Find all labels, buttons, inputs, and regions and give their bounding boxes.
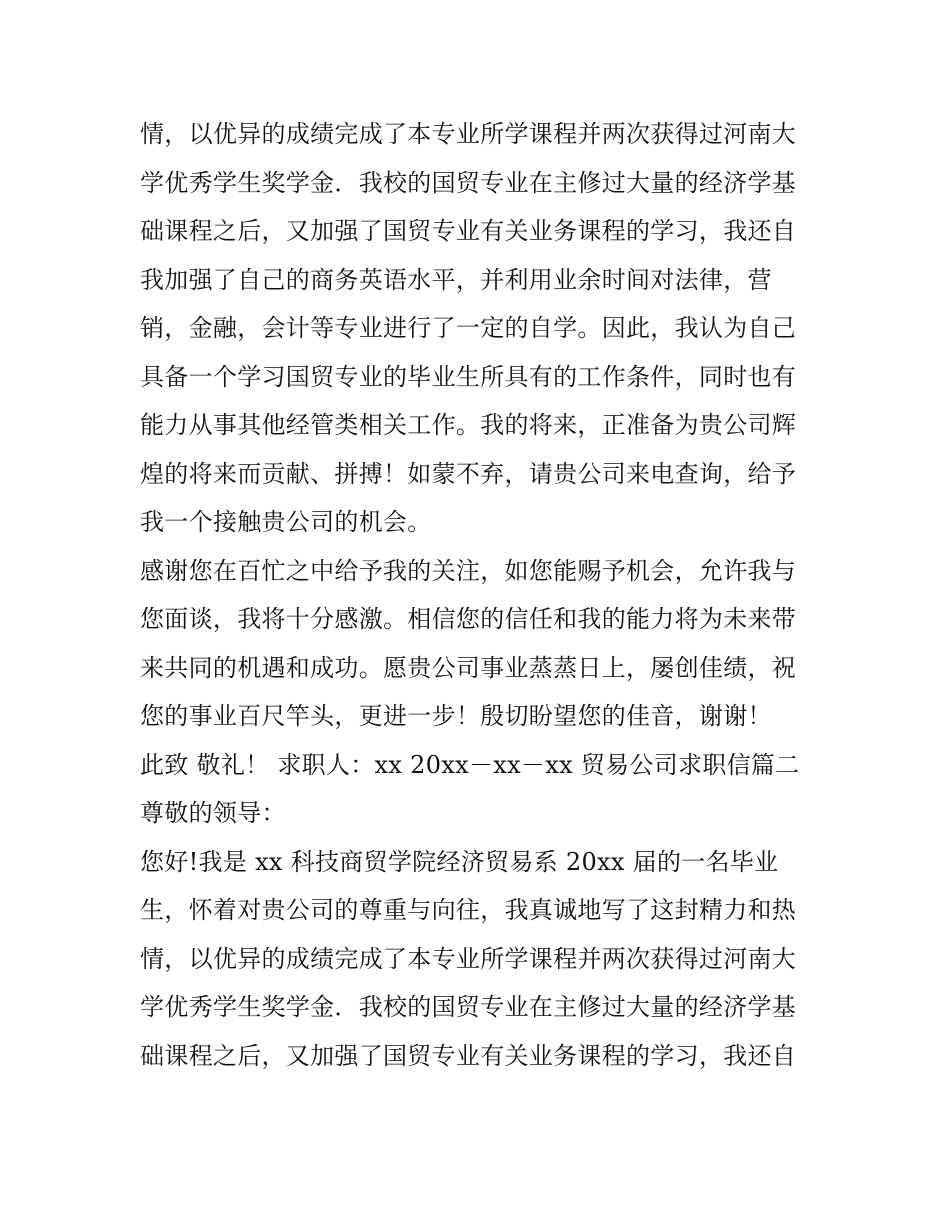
text-line: 生，怀着对贵公司的尊重与向往，我真诚地写了这封精力和热 xyxy=(140,896,797,924)
letter-body xyxy=(140,110,820,1080)
text-line: 具备一个学习国贸专业的毕业生所具有的工作条件，同时也有 xyxy=(140,362,797,391)
text-line: 能力从事其他经管类相关工作。我的将来，正准备为贵公司辉 xyxy=(140,411,797,439)
text-line: 学优秀学生奖学金．我校的国贸专业在主修过大量的经济学基 xyxy=(140,993,797,1021)
text-line: 感谢您在百忙之中给予我的关注，如您能赐予机会，允许我与 xyxy=(140,556,797,585)
text-line: 销，金融，会计等专业进行了一定的自学。因此，我认为自己 xyxy=(140,314,797,342)
text-line: 煌的将来而贡献、拼搏！如蒙不弃，请贵公司来电查询，给予 xyxy=(140,459,797,488)
text-line: 情，以优异的成绩完成了本专业所学课程并两次获得过河南大 xyxy=(140,944,797,973)
text-line: 来共同的机遇和成功。愿贵公司事业蒸蒸日上，屡创佳绩，祝 xyxy=(140,653,797,682)
text-line: 您的事业百尺竿头，更进一步！殷切盼望您的佳音，谢谢！ xyxy=(140,702,772,730)
text-line: 此致 敬礼！ 求职人：xx 20xx－xx－xx 贸易公司求职信篇二 xyxy=(140,750,800,779)
text-line: 您面谈，我将十分感激。相信您的信任和我的能力将为未来带 xyxy=(140,605,797,633)
salutation-line: 尊敬的领导： xyxy=(140,799,286,827)
text-line: 学优秀学生奖学金．我校的国贸专业在主修过大量的经济学基 xyxy=(140,168,797,197)
text-line: 我一个接触贵公司的机会。 xyxy=(140,508,432,536)
text-line: 您好!我是 xx 科技商贸学院经济贸易系 20xx 届的一名毕业 xyxy=(140,847,779,876)
text-line: 情，以优异的成绩完成了本专业所学课程并两次获得过河南大 xyxy=(140,120,797,148)
text-line: 础课程之后，又加强了国贸专业有关业务课程的学习，我还自 xyxy=(140,217,797,245)
text-line: 我加强了自己的商务英语水平，并利用业余时间对法律，营 xyxy=(140,265,772,294)
text-line: 础课程之后，又加强了国贸专业有关业务课程的学习，我还自 xyxy=(140,1041,797,1070)
